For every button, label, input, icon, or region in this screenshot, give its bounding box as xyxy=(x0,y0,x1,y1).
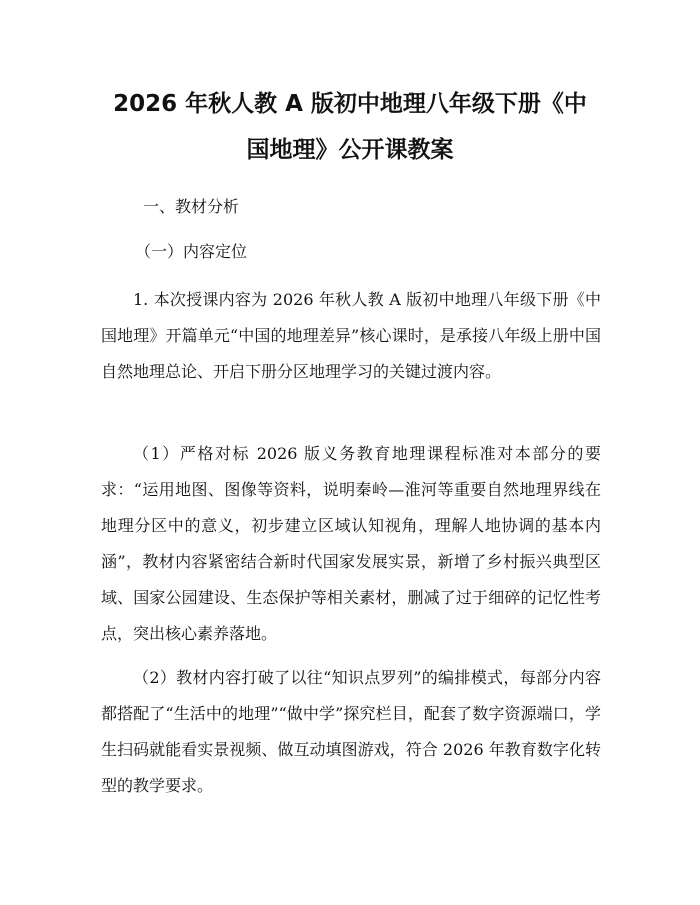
section-heading: 一、教材分析 xyxy=(143,197,240,216)
paragraph-2: （1）严格对标 2026 版义务教育地理课程标准对本部分的要求：“运用地图、图像等资料，说明秦岭—淮河等重要自然地理界线在地理分区中的意义，初步建立区域认知视角，理解人地协调的基本内涵”，教材内容紧密结合新时代国家发展实景，新增了乡村振兴典型区域、国家公园建设、生态保护等相关素材，删减了过于细碎的记忆性考点，突出核心素养落地。 xyxy=(101,444,601,643)
document-title-line-1: 2026 年秋人教 A 版初中地理八年级下册《中 xyxy=(113,91,587,117)
paragraph-1: 1. 本次授课内容为 2026 年秋人教 A 版初中地理八年级下册《中国地理》开篇单元“中国的地理差异”核心课时，是承接八年级上册中国自然地理总论、开启下册分区地理学习的关键过渡内容。 xyxy=(101,290,601,381)
document-title-line-2: 国地理》公开课教案 xyxy=(246,137,454,163)
subsection-heading: （一）内容定位 xyxy=(135,242,248,261)
paragraph-3: （2）教材内容打破了以往“知识点罗列”的编排模式，每部分内容都搭配了“生活中的地理”“做中学”探究栏目，配套了数字资源端口，学生扫码就能看实景视频、做互动填图游戏，符合 2026 年教育数字化转型的教学要求。 xyxy=(101,668,601,795)
